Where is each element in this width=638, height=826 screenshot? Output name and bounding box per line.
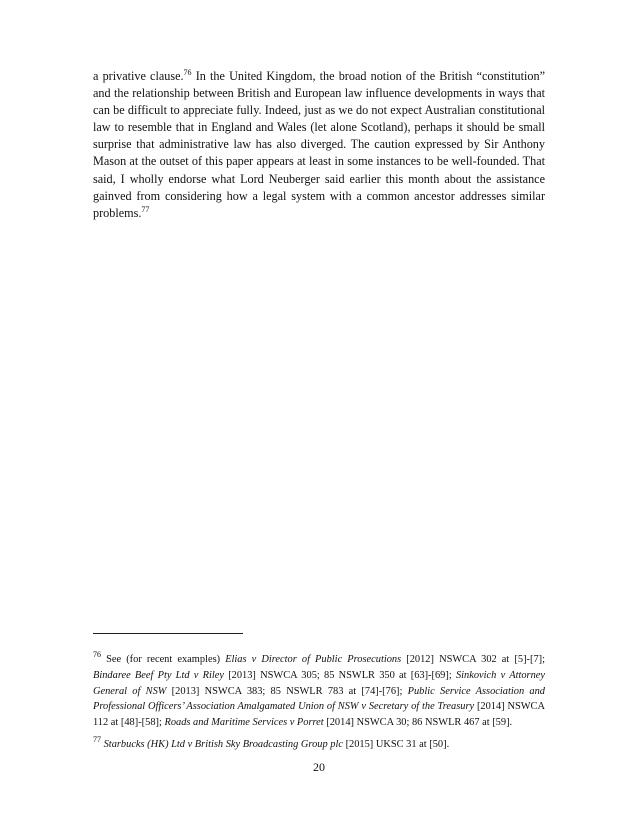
page-number: 20 xyxy=(313,760,325,774)
footnote-ref-76[interactable]: 76 xyxy=(183,68,192,77)
footnote-text: [2015] UKSC 31 at [50]. xyxy=(342,739,450,750)
footnote-text: [2012] NSWCA 302 at [5]-[7]; xyxy=(401,654,545,665)
paragraph-text-start: a privative clause. xyxy=(93,69,184,83)
paragraph-text-body: In the United Kingdom, the broad notion of the British “constitution” and the relationship between British and European law influence developments in ways that can be difficult to appreciate fully. Indeed, just as we do not expect Australian constitutional law to resemble that in England and Wales (let alone Scotland), perhaps it should be small surprise that administrative law has also diverged. The caution expressed by Sir Anthony Mason at the outset of this paper appears at least in some instances to be well-founded. That said, I wholly endorse what Lord Neuberger said earlier this month about the assistance gainved from considering how a legal system with a common ancestor addresses similar problems. xyxy=(93,69,545,220)
case-citation: Public Service Association and Professional Officers’ Association Amalgamated Union of NSW v Secretary of the Treasury xyxy=(93,685,545,713)
footnote-marker-77: 77 xyxy=(93,735,101,744)
body-paragraph xyxy=(93,68,545,222)
case-citation: Bindaree Beef Pty Ltd v Riley xyxy=(93,669,224,681)
footnote-76 xyxy=(93,652,545,731)
footnote-separator xyxy=(93,633,243,634)
footnote-text: [2014] NSWCA 112 at [48]-[58]; xyxy=(93,701,545,729)
footnote-text: [2014] NSWCA 30; 86 NSWLR 467 at [59]. xyxy=(323,717,513,729)
case-citation: Elias v Director of Public Prosecutions xyxy=(225,654,402,665)
case-citation: Roads and Maritime Services v Porret xyxy=(164,717,324,729)
footnote-text: [2013] NSWCA 305; 85 NSWLR 350 at [63]-[69]; xyxy=(223,669,456,681)
footnote-ref-77[interactable]: 77 xyxy=(141,204,150,214)
case-citation: Sinkovich v Attorney General of NSW xyxy=(93,669,545,697)
footnote-text: See (for recent examples) xyxy=(101,654,226,665)
case-citation: Starbucks (HK) Ltd v British Sky Broadcasting Group plc xyxy=(103,739,343,750)
footnote-77 xyxy=(93,737,545,753)
footnote-text: [2013] NSWCA 383; 85 NSWLR 783 at [74]-[76]; xyxy=(166,685,408,697)
footnote-marker-76: 76 xyxy=(93,650,101,659)
